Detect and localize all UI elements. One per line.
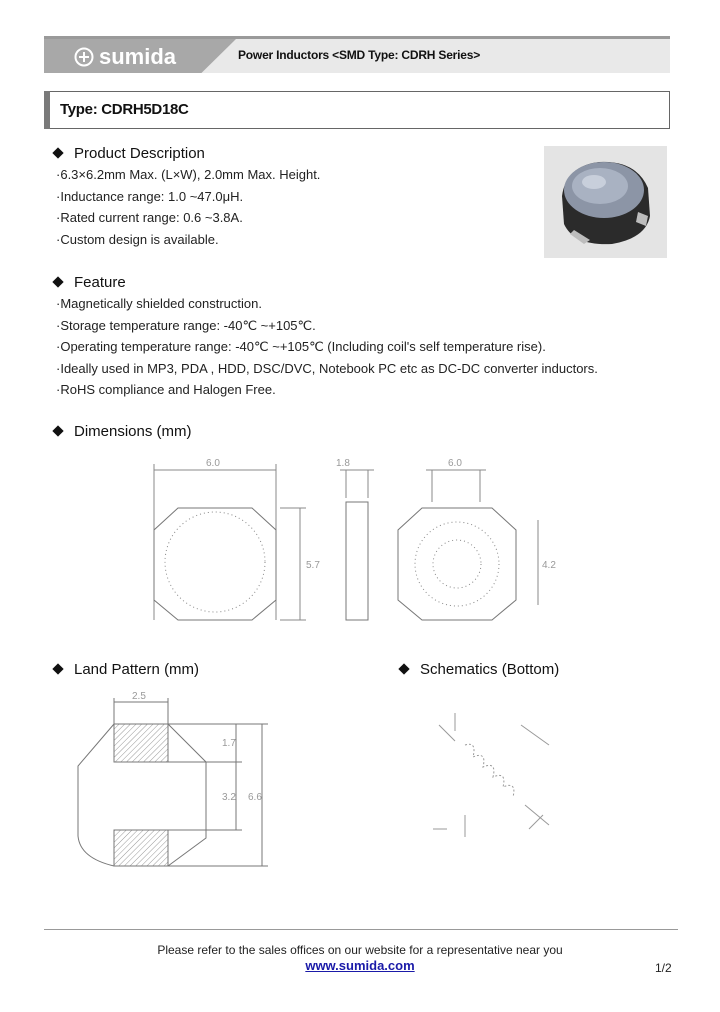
schematic-drawing: [425, 705, 565, 845]
footer-note: Please refer to the sales offices on our website for a representative near you: [157, 943, 563, 957]
brand-logo-text: sumida: [99, 44, 177, 69]
product-photo: [544, 146, 667, 258]
land-pattern-drawing: [70, 688, 280, 873]
diamond-bullet-icon: [52, 276, 63, 287]
diamond-bullet-icon: [398, 663, 409, 674]
land-pattern-label: 3.2: [222, 792, 236, 803]
list-item: ·6.3×6.2mm Max. (L×W), 2.0mm Max. Height.: [56, 167, 321, 182]
land-pattern-label: 2.5: [132, 691, 146, 702]
dimensions-drawing: [140, 450, 560, 625]
list-item: ·RoHS compliance and Halogen Free.: [56, 382, 276, 397]
land-pattern-heading: Land Pattern (mm): [54, 661, 199, 678]
type-title: Type: CDRH5D18C: [60, 101, 189, 118]
dimension-label: 1.8: [336, 458, 350, 469]
list-item: ·Operating temperature range: -40℃ ~+105℃ (Including coil's self temperature rise).: [56, 339, 546, 354]
list-item: ·Ideally used in MP3, PDA , HDD, DSC/DVC, Notebook PC etc as DC-DC converter inductors.: [56, 360, 598, 376]
diamond-bullet-icon: [52, 663, 63, 674]
series-title: Power Inductors <SMD Type: CDRH Series>: [238, 48, 481, 62]
list-item: ·Custom design is available.: [56, 231, 219, 247]
list-item: ·Inductance range: 1.0 ~47.0μH.: [56, 188, 244, 204]
land-pattern-label: 6.6: [248, 792, 262, 803]
page-number: 1/2: [655, 961, 672, 975]
product-description-list: [56, 164, 320, 250]
sumida-logo-icon: [74, 47, 94, 67]
diamond-bullet-icon: [52, 147, 63, 158]
list-item: ·Magnetically shielded construction.: [56, 296, 262, 311]
dimension-label: 5.7: [306, 560, 320, 571]
footer-rule: [44, 929, 678, 930]
diamond-bullet-icon: [52, 425, 63, 436]
dimensions-heading: Dimensions (mm): [54, 423, 192, 440]
feature-heading: Feature: [54, 274, 126, 291]
type-accent-bar: [44, 91, 50, 129]
dimension-label: 6.0: [448, 458, 462, 469]
list-item: ·Storage temperature range: -40℃ ~+105℃.: [56, 317, 316, 333]
list-item: ·Rated current range: 0.6 ~3.8A.: [56, 210, 243, 225]
product-description-heading: Product Description: [54, 145, 205, 162]
feature-list: [56, 293, 598, 401]
schematics-heading: Schematics (Bottom): [400, 661, 559, 678]
land-pattern-label: 1.7: [222, 738, 236, 749]
website-link[interactable]: www.sumida.com: [305, 958, 415, 973]
dimension-label: 6.0: [206, 458, 220, 469]
dimension-label: 4.2: [542, 560, 556, 571]
